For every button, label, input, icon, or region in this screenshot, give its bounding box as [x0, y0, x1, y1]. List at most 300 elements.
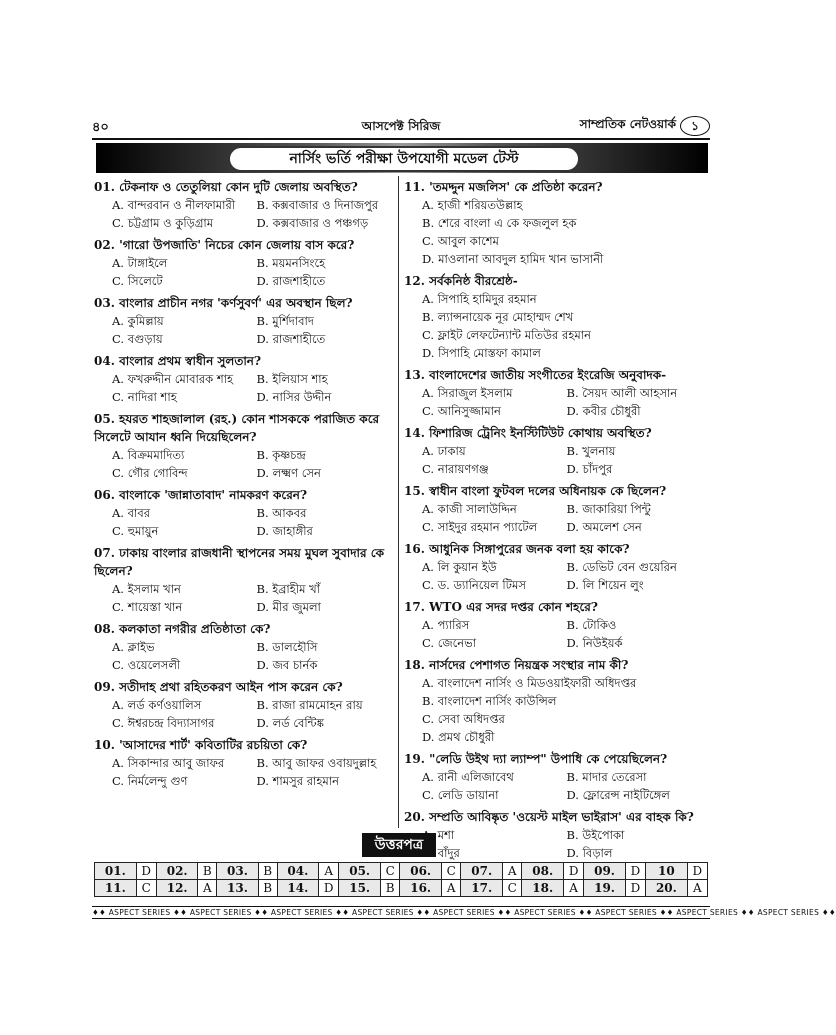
answer-key: D [319, 880, 339, 897]
option-text: রাজশাহীতে [272, 332, 326, 346]
question-block [404, 656, 707, 746]
option-text: উইপোকা [582, 828, 625, 842]
page-title: নার্সিং ভর্তি পরীক্ষা উপযোগী মডেল টেস্ট [228, 146, 580, 172]
option-text: সিলেটে [127, 274, 163, 288]
answer-option [422, 250, 707, 268]
network-number: ১ [680, 116, 710, 136]
question-number: 07. [94, 546, 115, 560]
option-text: কাজী সালাউদ্দিন [437, 502, 517, 516]
question-block [404, 178, 707, 268]
option-text: আনিসুজ্জামান [437, 404, 501, 418]
answer-key: C [136, 880, 156, 897]
option-text: লক্ষ্মণ সেন [272, 466, 321, 480]
answer-option [567, 402, 708, 420]
answer-key: A [442, 880, 461, 897]
option-letter: B. [566, 502, 579, 516]
option-letter: B. [256, 314, 269, 328]
option-letter: B. [566, 386, 579, 400]
option-letter: A. [422, 198, 434, 212]
answer-option [567, 558, 708, 576]
answer-option [257, 522, 398, 540]
option-text: মাদার তেরেসা [582, 770, 647, 784]
answer-option [112, 272, 253, 290]
question-block [404, 482, 707, 536]
option-letter: C. [422, 636, 435, 650]
question-stem: নার্সদের পেশাগত নিয়ন্ত্রক সংস্থার নাম কী? [429, 658, 629, 672]
option-letter: D. [256, 658, 269, 672]
answer-option [112, 504, 253, 522]
answer-key: B [258, 863, 277, 880]
option-letter: A. [422, 676, 434, 690]
option-text: জেনেভা [437, 636, 477, 650]
option-list [94, 696, 397, 732]
answer-option [112, 638, 253, 656]
option-letter: A. [112, 448, 124, 462]
option-letter: B. [256, 582, 269, 596]
option-text: শেরে বাংলা এ কে ফজলুল হক [437, 216, 577, 230]
answer-question-number: 01. [95, 863, 137, 880]
answer-question-number: 12. [156, 880, 198, 897]
option-letter: A. [422, 292, 434, 306]
option-text: রাজশাহীতে [272, 274, 326, 288]
option-text: সেবা অধিদপ্তর [437, 712, 505, 726]
option-text: প্যারিস [437, 618, 470, 632]
question-text [94, 294, 397, 312]
answer-option [422, 460, 563, 478]
question-block [94, 736, 397, 790]
option-letter: A. [422, 386, 434, 400]
answer-option [422, 344, 707, 362]
option-letter: D. [256, 524, 269, 538]
question-number: 15. [404, 484, 425, 498]
answer-option [422, 500, 563, 518]
answer-key: B [198, 863, 217, 880]
option-letter: C. [112, 216, 125, 230]
option-list [94, 312, 397, 348]
option-text: হাজী শরিয়তউল্লাহ [437, 198, 523, 212]
option-letter: C. [112, 658, 125, 672]
question-stem: 'তমদ্দুন মজলিস' কে প্রতিষ্ঠা করেন? [429, 180, 603, 194]
option-letter: D. [566, 788, 579, 802]
question-text [404, 482, 707, 500]
question-text [404, 272, 707, 290]
option-text: আবু জাফর ওবায়দুল্লাহ [272, 756, 377, 770]
question-block [94, 620, 397, 674]
answer-sheet-title: উত্তরপত্র [362, 833, 436, 857]
option-text: ঈশ্বরচন্দ্র বিদ্যাসাগর [127, 716, 215, 730]
answer-option [112, 388, 253, 406]
option-text: খুলনায় [582, 444, 616, 458]
question-stem: স্বাধীন বাংলা ফুটবল দলের অধিনায়ক কে ছিলেন? [429, 484, 667, 498]
answer-option [257, 254, 398, 272]
question-block [94, 678, 397, 732]
question-text [94, 736, 397, 754]
answer-option [112, 464, 253, 482]
answer-option [422, 290, 707, 308]
network-name: সাম্প্রতিক নেটওয়ার্ক [579, 117, 676, 131]
answer-option [112, 196, 253, 214]
answer-key: C [380, 863, 399, 880]
footer-strip: ♦♦ ASPECT SERIES ♦♦ ASPECT SERIES ♦♦ ASPECT SERIES ♦♦ ASPECT SERIES ♦♦ ASPECT SERIES ♦♦ ASPECT SERIES ♦♦ ASPECT SERIES ♦♦ ASPECT SERIES ♦♦ ASPECT SERIES ♦♦ [92, 908, 836, 917]
question-stem: বাংলার প্রথম স্বাধীন সুলতান? [119, 354, 261, 368]
question-block [404, 750, 707, 804]
option-letter: B. [256, 448, 269, 462]
question-block [94, 352, 397, 406]
answer-option [422, 214, 707, 232]
answer-row [95, 863, 708, 880]
question-text [94, 410, 397, 446]
question-stem: ঢাকায় বাংলার রাজধানী স্থাপনের সময় মুঘল সুবাদার কে ছিলেন? [94, 546, 385, 578]
option-letter: A. [112, 314, 124, 328]
question-stem: "লেডি উইথ দ্যা ল্যাম্প" উপাধি কে পেয়েছিলেন? [429, 752, 668, 766]
answer-option [112, 656, 253, 674]
question-stem: ফিশারিজ ট্রেনিং ইনস্টিটিউট কোথায় অবস্থিত? [429, 426, 652, 440]
option-text: শামসুর রাহমান [272, 774, 340, 788]
answer-option [257, 714, 398, 732]
answer-option [422, 786, 563, 804]
answer-option [257, 656, 398, 674]
answer-question-number: 02. [156, 863, 198, 880]
option-letter: C. [112, 390, 125, 404]
option-text: বিড়াল [582, 846, 613, 860]
option-text: লর্ড কর্ণওয়ালিস [127, 698, 202, 712]
option-letter: D. [566, 578, 579, 592]
option-list [94, 638, 397, 674]
answer-option [567, 768, 708, 786]
answer-option [257, 580, 398, 598]
option-letter: A. [112, 256, 124, 270]
answer-option [257, 464, 398, 482]
answer-key: C [503, 880, 522, 897]
answer-question-number: 05. [339, 863, 381, 880]
option-letter: B. [256, 198, 269, 212]
question-text [94, 678, 397, 696]
answer-option [422, 616, 563, 634]
answer-option [422, 768, 563, 786]
option-text: নিউইয়র্ক [582, 636, 623, 650]
option-list [404, 616, 707, 652]
question-block [404, 808, 707, 862]
option-letter: B. [256, 698, 269, 712]
option-text: টোকিও [582, 618, 617, 632]
question-text [404, 540, 707, 558]
question-stem: সম্প্রতি আবিষ্কৃত 'ওয়েস্ট মাইল ভাইরাস' এর বাহক কি? [429, 810, 694, 824]
question-text [94, 236, 397, 254]
option-letter: C. [112, 332, 125, 346]
option-letter: C. [422, 328, 435, 342]
question-stem: বাংলার প্রাচীন নগর 'কর্ণসুবর্ণ' এর অবস্থান ছিল? [119, 296, 353, 310]
question-number: 12. [404, 274, 425, 288]
answer-question-number: 06. [400, 863, 442, 880]
option-text: মশা [437, 828, 455, 842]
option-text: চট্টগ্রাম ও কুড়িগ্রাম [127, 216, 214, 230]
question-number: 10. [94, 738, 115, 752]
option-letter: D. [422, 346, 435, 360]
option-list [94, 504, 397, 540]
option-letter: D. [256, 466, 269, 480]
answer-question-number: 19. [584, 880, 626, 897]
option-letter: C. [422, 404, 435, 418]
question-block [404, 272, 707, 362]
question-text [94, 486, 397, 504]
option-text: কক্সবাজার ও পঞ্চগড় [272, 216, 369, 230]
question-text [94, 178, 397, 196]
answer-option [567, 384, 708, 402]
option-text: জব চার্নক [272, 658, 318, 672]
option-text: লেডি ডায়ানা [437, 788, 499, 802]
question-number: 13. [404, 368, 425, 382]
option-text: নির্মলেন্দু গুণ [127, 774, 188, 788]
option-text: সৈয়দ আলী আহসান [582, 386, 678, 400]
option-list [404, 442, 707, 478]
option-text: চাঁদপুর [582, 462, 613, 476]
option-list [94, 254, 397, 290]
option-letter: C. [112, 716, 125, 730]
page-header [92, 114, 710, 140]
answer-option [112, 696, 253, 714]
answer-option [567, 518, 708, 536]
answer-option [257, 214, 398, 232]
option-letter: A. [422, 560, 434, 574]
answer-question-number: 04. [277, 863, 319, 880]
answer-option [257, 196, 398, 214]
answer-option [257, 272, 398, 290]
option-letter: C. [422, 234, 435, 248]
option-text: নাসির উদ্দীন [272, 390, 332, 404]
answer-option [422, 308, 707, 326]
question-stem: বাংলাদেশের জাতীয় সংগীতের ইংরেজি অনুবাদক- [429, 368, 667, 382]
question-number: 11. [404, 180, 425, 194]
question-block [94, 544, 397, 616]
question-block [94, 486, 397, 540]
option-letter: D. [256, 332, 269, 346]
question-block [94, 178, 397, 232]
option-text: জাকারিয়া পিন্টু [582, 502, 651, 516]
answer-option [422, 326, 707, 344]
question-stem: আধুনিক সিঙ্গাপুরের জনক বলা হয় কাকে? [429, 542, 630, 556]
option-text: বিক্রমমাদিত্য [127, 448, 185, 462]
answer-option [422, 826, 563, 844]
answer-option [112, 580, 253, 598]
answer-option [112, 446, 253, 464]
option-letter: D. [256, 774, 269, 788]
answer-question-number: 14. [277, 880, 319, 897]
option-text: বান্দরবান ও নীলফামারী [127, 198, 236, 212]
option-letter: B. [256, 756, 269, 770]
answer-key: D [687, 863, 707, 880]
page-number: ৪০ [92, 120, 109, 135]
answer-question-number: 13. [217, 880, 259, 897]
question-stem: WTO এর সদর দপ্তর কোন শহরে? [429, 600, 598, 614]
option-list [404, 768, 707, 804]
question-number: 14. [404, 426, 425, 440]
answer-option [422, 576, 563, 594]
answer-option [422, 634, 563, 652]
option-text: হুমায়ুন [127, 524, 159, 538]
answer-question-number: 07. [461, 863, 503, 880]
question-stem: 'গারো উপজাতি' নিচের কোন জেলায় বাস করে? [119, 238, 355, 252]
answer-option [422, 728, 707, 746]
option-text: ফ্লাইট লেফটেন্যান্ট মতিউর রহমান [437, 328, 591, 342]
answer-key: D [136, 863, 156, 880]
answer-option [422, 384, 563, 402]
option-text: নাদিরা শাহ [127, 390, 177, 404]
question-number: 08. [94, 622, 115, 636]
option-list [94, 196, 397, 232]
answer-question-number: 09. [584, 863, 626, 880]
option-letter: A. [422, 502, 434, 516]
answer-question-number: 20. [646, 880, 688, 897]
question-number: 18. [404, 658, 425, 672]
option-letter: C. [112, 774, 125, 788]
option-letter: D. [256, 390, 269, 404]
answer-option [422, 558, 563, 576]
option-text: মীর জুমলা [272, 600, 321, 614]
question-stem: টেকনাফ ও তেতুলিয়া কোন দুটি জেলায় অবস্থিত? [119, 180, 358, 194]
answer-option [422, 692, 707, 710]
answer-option [112, 714, 253, 732]
question-text [94, 352, 397, 370]
option-text: ড. ড্যানিয়েল টিমস [437, 578, 526, 592]
question-stem: সর্বকনিষ্ঠ বীরশ্রেষ্ঠ- [429, 274, 518, 288]
option-text: ইসলাম খান [127, 582, 181, 596]
question-number: 19. [404, 752, 425, 766]
column-divider [398, 176, 399, 828]
answer-option [422, 674, 707, 692]
answer-key: D [625, 880, 645, 897]
answer-key: A [319, 863, 339, 880]
option-text: ইলিয়াস শাহ [272, 372, 328, 386]
answer-option [567, 460, 708, 478]
answer-question-number: 16. [400, 880, 442, 897]
option-text: বাংলাদেশ নার্সিং ও মিডওয়াইফারী অধিদপ্তর [437, 676, 637, 690]
answer-option [112, 214, 253, 232]
question-number: 01. [94, 180, 115, 194]
answer-option [257, 638, 398, 656]
question-number: 04. [94, 354, 115, 368]
option-letter: C. [112, 600, 125, 614]
option-list [94, 754, 397, 790]
option-letter: A. [422, 444, 434, 458]
question-text [94, 544, 397, 580]
option-list [404, 196, 707, 268]
option-text: লর্ড বেন্টিঙ্ক [272, 716, 324, 730]
answer-option [567, 442, 708, 460]
question-text [404, 366, 707, 384]
option-letter: D. [256, 716, 269, 730]
option-text: কবীর চৌধুরী [582, 404, 641, 418]
option-letter: C. [112, 466, 125, 480]
answer-key: B [258, 880, 277, 897]
question-stem: সতীদাহ প্রথা রহিতকরণ আইন পাস করেন কে? [119, 680, 343, 694]
option-list [404, 290, 707, 362]
option-text: প্রমথ চৌধুরী [438, 730, 495, 744]
option-text: সাইদুর রহমান প্যাটেল [437, 520, 538, 534]
answer-question-number: 10 [646, 863, 688, 880]
option-text: ফখরুদ্দীন মোবারক শাহ [127, 372, 234, 386]
answer-question-number: 11. [95, 880, 137, 897]
option-list [404, 674, 707, 746]
option-text: বাবর [127, 506, 151, 520]
answer-key: A [503, 863, 522, 880]
option-text: রানী এলিজাবেথ [437, 770, 514, 784]
answer-key: D [564, 863, 584, 880]
option-letter: B. [566, 444, 579, 458]
answer-option [422, 196, 707, 214]
option-letter: B. [256, 640, 269, 654]
question-text [404, 808, 707, 826]
option-letter: C. [422, 788, 435, 802]
question-text [404, 424, 707, 442]
option-text: ময়মনসিংহে [272, 256, 326, 270]
option-text: আকবর [272, 506, 307, 520]
answer-option [112, 254, 253, 272]
answer-key: A [687, 880, 707, 897]
option-letter: A. [112, 198, 124, 212]
option-text: কুমিল্লায় [127, 314, 164, 328]
option-letter: C. [422, 712, 435, 726]
answer-option [257, 754, 398, 772]
answer-option [257, 598, 398, 616]
question-block [404, 424, 707, 478]
option-text: ওয়েলেসলী [127, 658, 181, 672]
question-stem: 'আসাদের শার্ট' কবিতাটির রচয়িতা কে? [119, 738, 308, 752]
answer-key: D [625, 863, 645, 880]
option-letter: B. [422, 216, 435, 230]
answer-key: A [198, 880, 217, 897]
answer-option [112, 370, 253, 388]
option-letter: B. [256, 372, 269, 386]
option-letter: B. [256, 506, 269, 520]
left-question-column [94, 178, 397, 794]
option-text: বগুড়ায় [127, 332, 163, 346]
answer-option [257, 388, 398, 406]
question-stem: বাংলাকে 'জান্নাতাবাদ' নামকরণ করেন? [119, 488, 307, 502]
option-list [404, 826, 707, 862]
option-list [404, 500, 707, 536]
answer-option [257, 504, 398, 522]
question-number: 05. [94, 412, 115, 426]
answer-option [422, 518, 563, 536]
answer-key: C [442, 863, 461, 880]
option-text: ঢাকায় [437, 444, 466, 458]
question-text [404, 598, 707, 616]
question-block [404, 598, 707, 652]
header-rule [92, 138, 710, 140]
answer-option [567, 786, 708, 804]
option-letter: A. [422, 770, 434, 784]
option-text: সিপাহি মোস্তফা কামাল [438, 346, 541, 360]
option-text: ক্লাইভ [127, 640, 155, 654]
option-letter: A. [112, 582, 124, 596]
answer-option [422, 442, 563, 460]
answer-option [257, 330, 398, 348]
option-text: সিরাজুল ইসলাম [437, 386, 513, 400]
question-number: 16. [404, 542, 425, 556]
answer-key: B [380, 880, 399, 897]
question-text [94, 620, 397, 638]
option-list [94, 580, 397, 616]
answer-question-number: 18. [522, 880, 564, 897]
option-letter: D. [566, 404, 579, 418]
question-number: 03. [94, 296, 115, 310]
option-letter: B. [566, 560, 579, 574]
option-list [404, 384, 707, 420]
answer-question-number: 08. [522, 863, 564, 880]
network-label [580, 116, 710, 136]
option-text: শায়েস্তা খান [127, 600, 183, 614]
answer-option [257, 772, 398, 790]
